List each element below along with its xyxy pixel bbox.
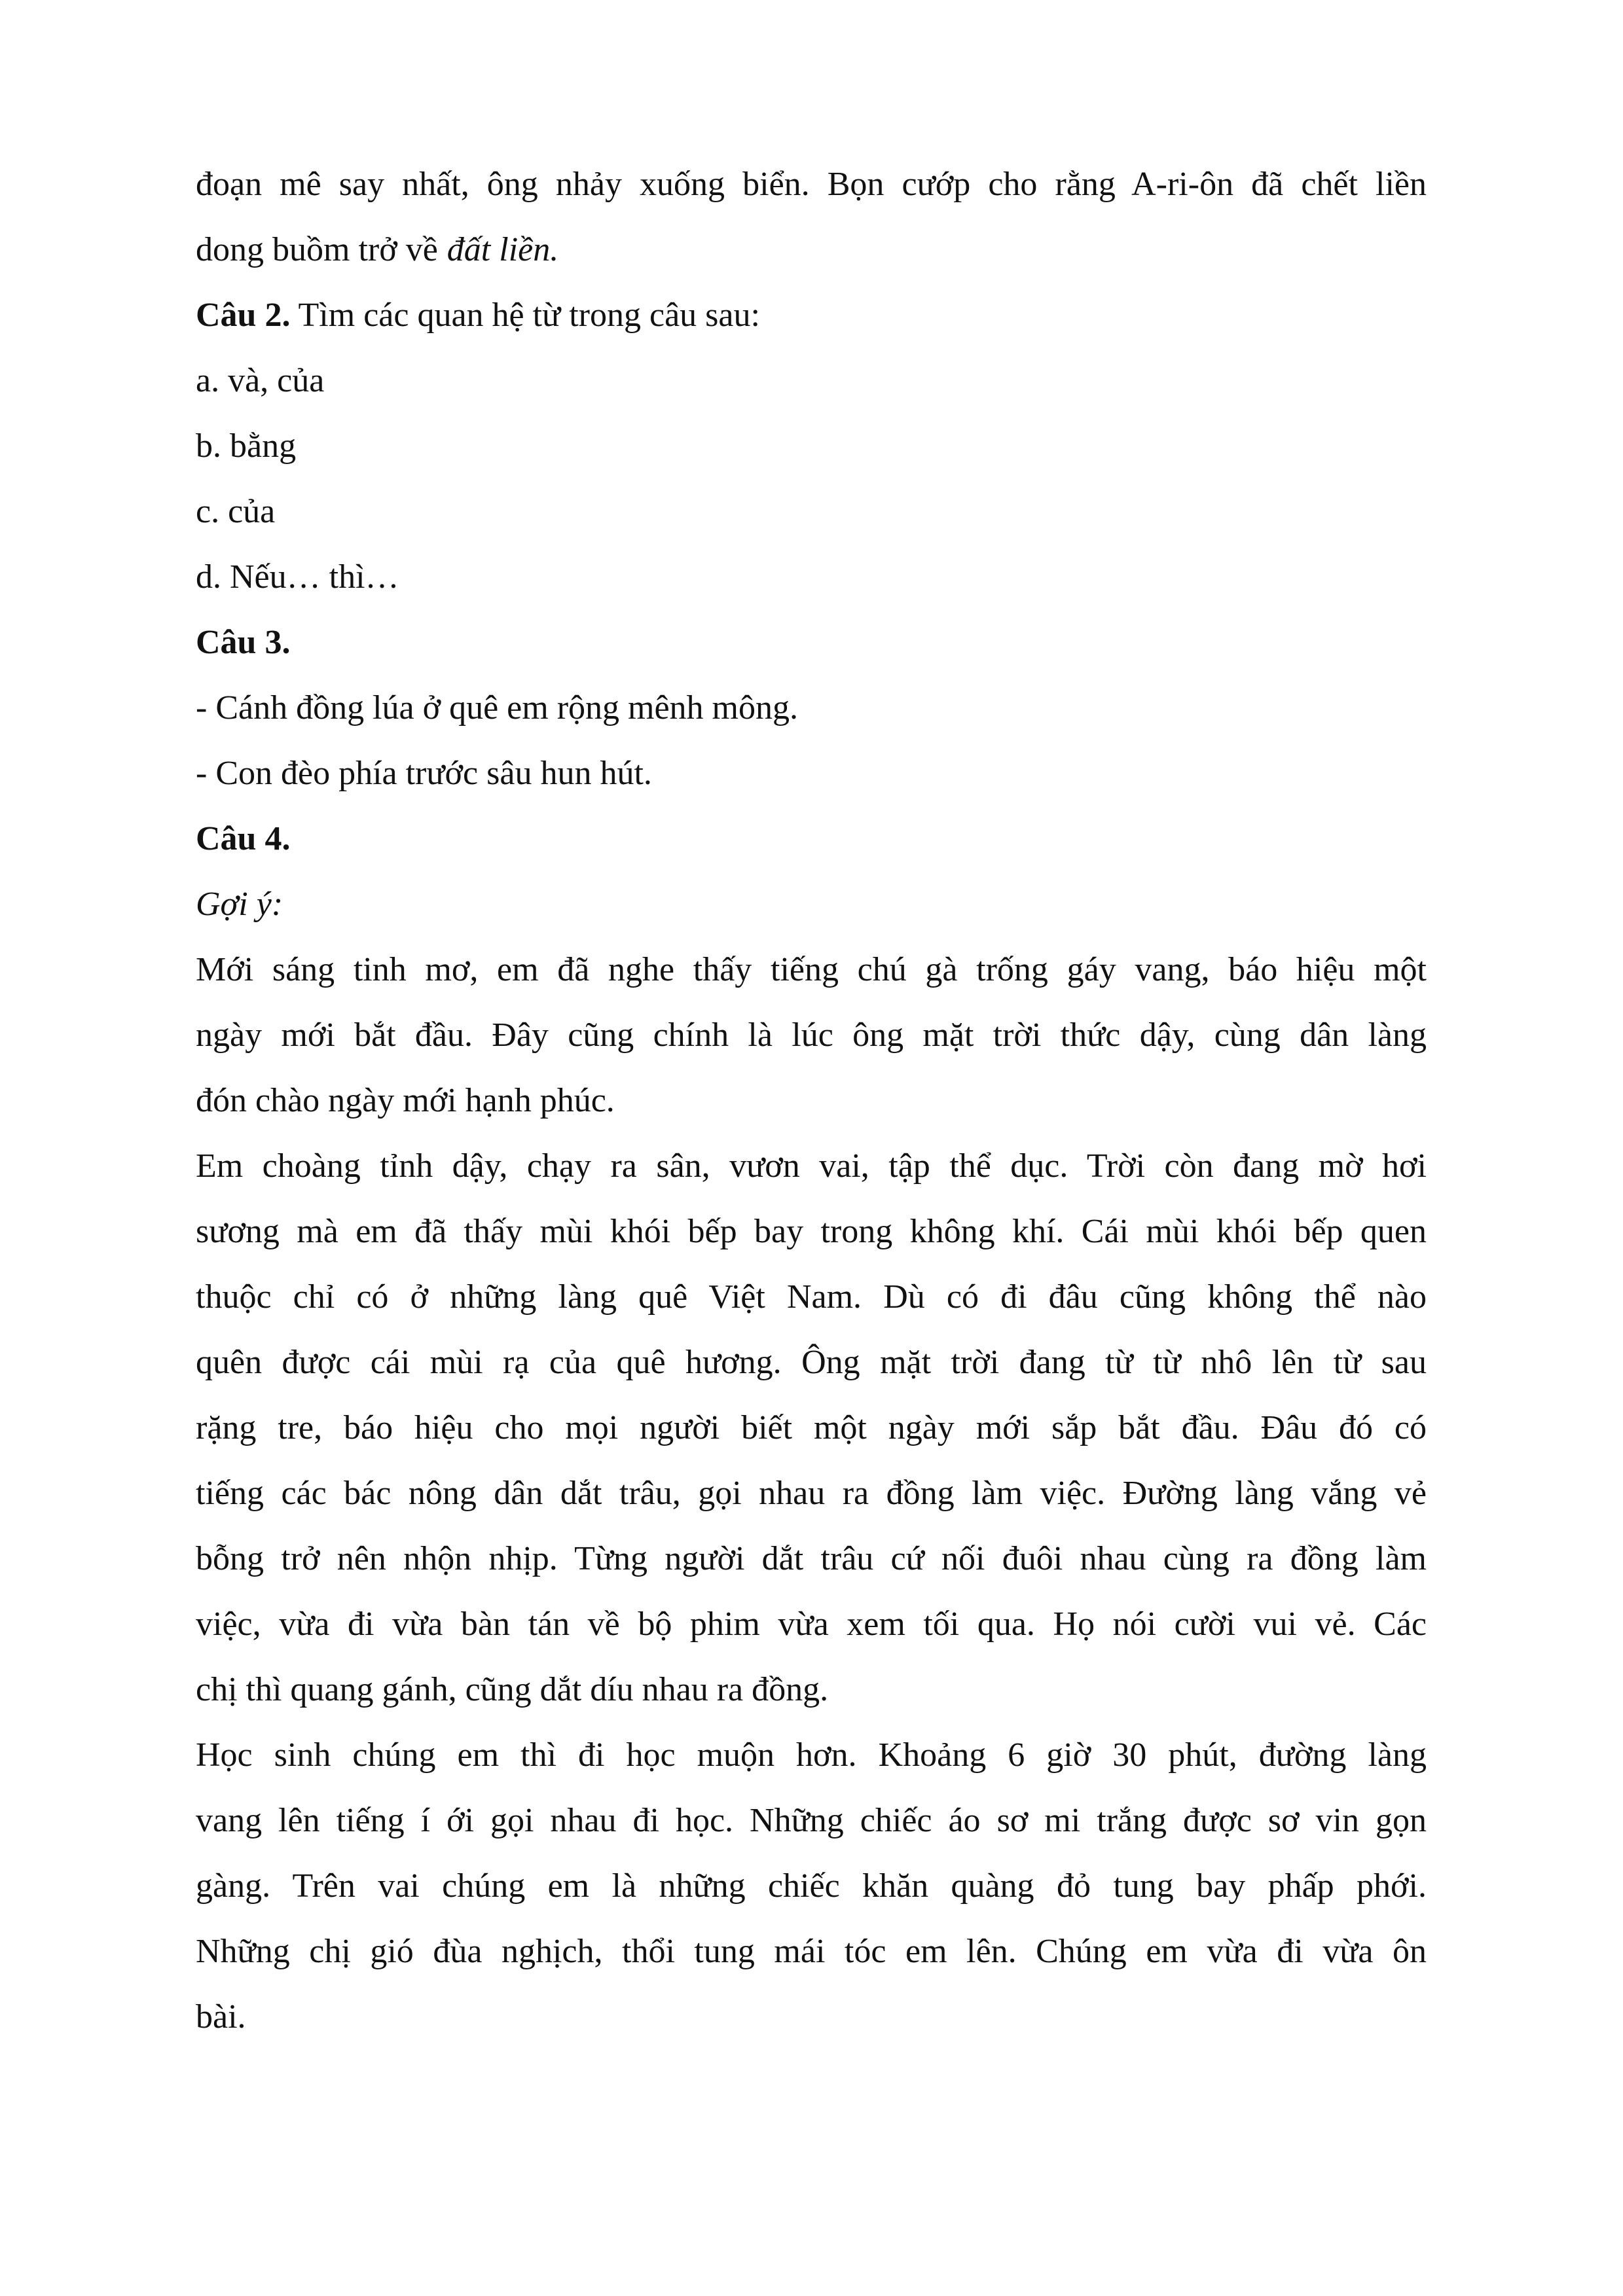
intro-line-2-italic: đất liền.: [447, 231, 559, 268]
cau2-label: Câu 2.: [196, 296, 291, 334]
cau3-answer-1: - Cánh đồng lúa ở quê em rộng mênh mông.: [196, 689, 799, 726]
paragraph-2-line-3: thuộc chỉ có ở những làng quê Việt Nam. Dù có đi đâu cũng không thể nào: [196, 1278, 1427, 1316]
cau2-answer-b: b. bằng: [196, 427, 297, 465]
intro-line-2-text: dong buồm trở về: [196, 231, 438, 268]
paragraph-3-line-4: Những chị gió đùa nghịch, thổi tung mái tóc em lên. Chúng em vừa đi vừa ôn: [196, 1933, 1427, 1970]
intro-line-1: đoạn mê say nhất, ông nhảy xuống biển. Bọn cướp cho rằng A-ri-ôn đã chết liền: [196, 166, 1427, 203]
paragraph-2-line-9: chị thì quang gánh, cũng dắt díu nhau ra đồng.: [196, 1671, 829, 1708]
cau4-label: Câu 4.: [196, 820, 291, 857]
cau2-text: Tìm các quan hệ từ trong câu sau:: [298, 296, 760, 334]
cau2-answer-d: d. Nếu… thì…: [196, 558, 399, 596]
paragraph-1-line-3: đón chào ngày mới hạnh phúc.: [196, 1082, 615, 1119]
paragraph-2-line-4: quên được cái mùi rạ của quê hương. Ông mặt trời đang từ từ nhô lên từ sau: [196, 1344, 1427, 1381]
paragraph-2-line-7: bỗng trở nên nhộn nhịp. Từng người dắt trâu cứ nối đuôi nhau cùng ra đồng làm: [196, 1540, 1427, 1577]
paragraph-2-line-5: rặng tre, báo hiệu cho mọi người biết một ngày mới sắp bắt đầu. Đâu đó có: [196, 1409, 1427, 1446]
cau3-answer-2: - Con đèo phía trước sâu hun hút.: [196, 755, 652, 792]
paragraph-2-line-6: tiếng các bác nông dân dắt trâu, gọi nhau ra đồng làm việc. Đường làng vắng vẻ: [196, 1475, 1427, 1512]
cau2-answer-c: c. của: [196, 493, 276, 530]
paragraph-3-line-2: vang lên tiếng í ới gọi nhau đi học. Những chiếc áo sơ mi trắng được sơ vin gọn: [196, 1802, 1427, 1839]
paragraph-3-line-5: bài.: [196, 1998, 246, 2036]
intro-line-2: [196, 217, 1427, 283]
paragraph-3-line-1: Học sinh chúng em thì đi học muộn hơn. Khoảng 6 giờ 30 phút, đường làng: [196, 1736, 1427, 1774]
cau3-label: Câu 3.: [196, 624, 291, 661]
paragraph-2-line-2: sương mà em đã thấy mùi khói bếp bay trong không khí. Cái mùi khói bếp quen: [196, 1213, 1427, 1250]
cau2-answer-a: a. và, của: [196, 362, 325, 399]
cau2-heading: [196, 283, 1427, 348]
paragraph-3-line-3: gàng. Trên vai chúng em là những chiếc khăn quàng đỏ tung bay phấp phới.: [196, 1867, 1427, 1905]
paragraph-1-line-1: Mới sáng tinh mơ, em đã nghe thấy tiếng chú gà trống gáy vang, báo hiệu một: [196, 951, 1427, 988]
cau4-hint-label: Gợi ý:: [196, 886, 283, 923]
paragraph-2-line-1: Em choàng tỉnh dậy, chạy ra sân, vươn vai, tập thể dục. Trời còn đang mờ hơi: [196, 1147, 1427, 1185]
paragraph-2-line-8: việc, vừa đi vừa bàn tán về bộ phim vừa xem tối qua. Họ nói cười vui vẻ. Các: [196, 1605, 1427, 1643]
document-body: [196, 152, 1427, 2050]
paragraph-1-line-2: ngày mới bắt đầu. Đây cũng chính là lúc ông mặt trời thức dậy, cùng dân làng: [196, 1016, 1427, 1054]
